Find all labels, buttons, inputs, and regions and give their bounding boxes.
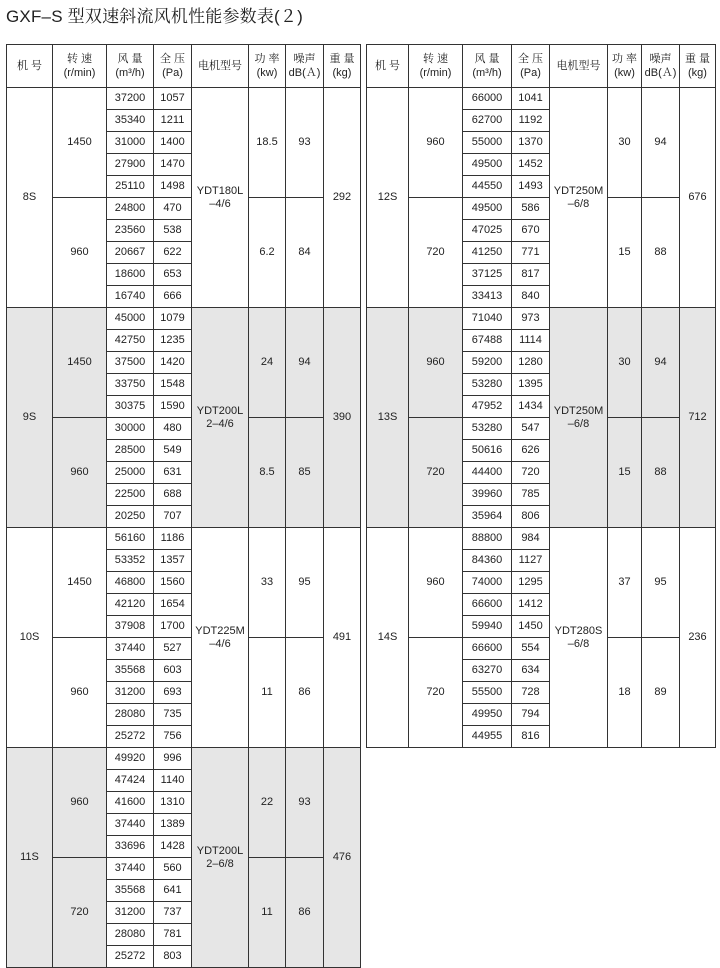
airflow-cell: 53280 [463, 418, 512, 440]
column-header: 转 速 (r/min) [53, 45, 107, 88]
pressure-cell: 1127 [512, 550, 550, 572]
speed-cell: 960 [409, 528, 463, 638]
airflow-cell: 37200 [107, 88, 154, 110]
noise-cell: 94 [642, 88, 680, 198]
power-cell: 30 [608, 88, 642, 198]
airflow-cell: 88800 [463, 528, 512, 550]
power-cell: 11 [249, 638, 286, 748]
right-table-wrap [366, 44, 716, 748]
pressure-cell: 641 [154, 880, 192, 902]
noise-cell: 88 [642, 418, 680, 528]
table-row [367, 638, 716, 660]
table-row [7, 528, 361, 550]
power-cell: 15 [608, 418, 642, 528]
airflow-cell: 49500 [463, 198, 512, 220]
pressure-cell: 688 [154, 484, 192, 506]
pressure-cell: 973 [512, 308, 550, 330]
noise-cell: 93 [286, 748, 324, 858]
pressure-cell: 1295 [512, 572, 550, 594]
airflow-cell: 47952 [463, 396, 512, 418]
pressure-cell: 785 [512, 484, 550, 506]
pressure-cell: 1493 [512, 176, 550, 198]
weight-cell: 476 [324, 748, 361, 968]
table-row [7, 198, 361, 220]
airflow-cell: 35340 [107, 110, 154, 132]
speed-cell: 960 [53, 748, 107, 858]
airflow-cell: 28080 [107, 924, 154, 946]
pressure-cell: 626 [512, 440, 550, 462]
model-cell: 12S [367, 88, 409, 308]
airflow-cell: 37500 [107, 352, 154, 374]
column-header: 转 速 (r/min) [409, 45, 463, 88]
motor-cell: YDT200L 2–6/8 [192, 748, 249, 968]
airflow-cell: 25000 [107, 462, 154, 484]
pressure-cell: 1395 [512, 374, 550, 396]
pressure-cell: 794 [512, 704, 550, 726]
pressure-cell: 1428 [154, 836, 192, 858]
pressure-cell: 538 [154, 220, 192, 242]
noise-cell: 88 [642, 198, 680, 308]
airflow-cell: 35568 [107, 660, 154, 682]
pressure-cell: 1079 [154, 308, 192, 330]
column-header: 噪声 dB(Ａ) [642, 45, 680, 88]
motor-cell: YDT250M –6/8 [550, 88, 608, 308]
pressure-cell: 996 [154, 748, 192, 770]
pressure-cell: 470 [154, 198, 192, 220]
power-cell: 18 [608, 638, 642, 748]
performance-table-left [6, 44, 361, 968]
airflow-cell: 66600 [463, 638, 512, 660]
pressure-cell: 560 [154, 858, 192, 880]
left-table-wrap [6, 44, 361, 968]
airflow-cell: 35568 [107, 880, 154, 902]
pressure-cell: 1370 [512, 132, 550, 154]
pressure-cell: 1041 [512, 88, 550, 110]
pressure-cell: 817 [512, 264, 550, 286]
airflow-cell: 45000 [107, 308, 154, 330]
speed-cell: 960 [409, 88, 463, 198]
speed-cell: 1450 [53, 528, 107, 638]
airflow-cell: 28080 [107, 704, 154, 726]
airflow-cell: 49920 [107, 748, 154, 770]
airflow-cell: 49950 [463, 704, 512, 726]
motor-cell: YDT225M –4/6 [192, 528, 249, 748]
table-row [7, 308, 361, 330]
airflow-cell: 42120 [107, 594, 154, 616]
airflow-cell: 59200 [463, 352, 512, 374]
column-header: 噪声 dB(Ａ) [286, 45, 324, 88]
pressure-cell: 480 [154, 418, 192, 440]
pressure-cell: 549 [154, 440, 192, 462]
noise-cell: 93 [286, 88, 324, 198]
airflow-cell: 55500 [463, 682, 512, 704]
speed-cell: 960 [53, 418, 107, 528]
pressure-cell: 1590 [154, 396, 192, 418]
pressure-cell: 1211 [154, 110, 192, 132]
pressure-cell: 728 [512, 682, 550, 704]
airflow-cell: 53352 [107, 550, 154, 572]
airflow-cell: 50616 [463, 440, 512, 462]
airflow-cell: 41600 [107, 792, 154, 814]
airflow-cell: 30375 [107, 396, 154, 418]
speed-cell: 720 [409, 418, 463, 528]
airflow-cell: 18600 [107, 264, 154, 286]
power-cell: 22 [249, 748, 286, 858]
pressure-cell: 735 [154, 704, 192, 726]
power-cell: 33 [249, 528, 286, 638]
pressure-cell: 547 [512, 418, 550, 440]
pressure-cell: 1280 [512, 352, 550, 374]
pressure-cell: 1310 [154, 792, 192, 814]
table-row [367, 88, 716, 110]
noise-cell: 86 [286, 638, 324, 748]
airflow-cell: 39960 [463, 484, 512, 506]
pressure-cell: 666 [154, 286, 192, 308]
airflow-cell: 33413 [463, 286, 512, 308]
column-header: 重 量 (kg) [324, 45, 361, 88]
airflow-cell: 33750 [107, 374, 154, 396]
pressure-cell: 1389 [154, 814, 192, 836]
pressure-cell: 771 [512, 242, 550, 264]
pressure-cell: 603 [154, 660, 192, 682]
column-header: 重 量 (kg) [680, 45, 716, 88]
page-title: GXF–S 型双速斜流风机性能参数表(２) [6, 7, 303, 26]
pressure-cell: 1420 [154, 352, 192, 374]
pressure-cell: 756 [154, 726, 192, 748]
airflow-cell: 20250 [107, 506, 154, 528]
pressure-cell: 1654 [154, 594, 192, 616]
airflow-cell: 66600 [463, 594, 512, 616]
pressure-cell: 1700 [154, 616, 192, 638]
airflow-cell: 27900 [107, 154, 154, 176]
airflow-cell: 37125 [463, 264, 512, 286]
speed-cell: 720 [409, 638, 463, 748]
pressure-cell: 720 [512, 462, 550, 484]
pressure-cell: 707 [154, 506, 192, 528]
speed-cell: 1450 [53, 308, 107, 418]
noise-cell: 95 [286, 528, 324, 638]
airflow-cell: 25110 [107, 176, 154, 198]
airflow-cell: 31200 [107, 682, 154, 704]
pressure-cell: 1434 [512, 396, 550, 418]
table-row [367, 528, 716, 550]
airflow-cell: 31200 [107, 902, 154, 924]
pressure-cell: 1498 [154, 176, 192, 198]
noise-cell: 94 [286, 308, 324, 418]
table-row [367, 418, 716, 440]
header-row [7, 45, 361, 88]
airflow-cell: 56160 [107, 528, 154, 550]
table-row [7, 418, 361, 440]
airflow-cell: 23560 [107, 220, 154, 242]
pressure-cell: 1140 [154, 770, 192, 792]
airflow-cell: 35964 [463, 506, 512, 528]
speed-cell: 960 [409, 308, 463, 418]
power-cell: 18.5 [249, 88, 286, 198]
column-header: 风 量 (m³/h) [463, 45, 512, 88]
pressure-cell: 984 [512, 528, 550, 550]
column-header: 电机型号 [192, 45, 249, 88]
pressure-cell: 693 [154, 682, 192, 704]
airflow-cell: 66000 [463, 88, 512, 110]
airflow-cell: 22500 [107, 484, 154, 506]
column-header: 电机型号 [550, 45, 608, 88]
airflow-cell: 46800 [107, 572, 154, 594]
power-cell: 11 [249, 858, 286, 968]
airflow-cell: 16740 [107, 286, 154, 308]
table-row [367, 308, 716, 330]
pressure-cell: 1400 [154, 132, 192, 154]
table-row [7, 748, 361, 770]
airflow-cell: 44400 [463, 462, 512, 484]
airflow-cell: 30000 [107, 418, 154, 440]
weight-cell: 292 [324, 88, 361, 308]
airflow-cell: 47424 [107, 770, 154, 792]
noise-cell: 89 [642, 638, 680, 748]
model-cell: 13S [367, 308, 409, 528]
column-header: 全 压 (Pa) [154, 45, 192, 88]
pressure-cell: 1357 [154, 550, 192, 572]
airflow-cell: 55000 [463, 132, 512, 154]
noise-cell: 94 [642, 308, 680, 418]
pressure-cell: 586 [512, 198, 550, 220]
motor-cell: YDT180L –4/6 [192, 88, 249, 308]
weight-cell: 236 [680, 528, 716, 748]
airflow-cell: 24800 [107, 198, 154, 220]
airflow-cell: 25272 [107, 946, 154, 968]
noise-cell: 84 [286, 198, 324, 308]
pressure-cell: 1057 [154, 88, 192, 110]
pressure-cell: 816 [512, 726, 550, 748]
speed-cell: 720 [53, 858, 107, 968]
model-cell: 14S [367, 528, 409, 748]
power-cell: 30 [608, 308, 642, 418]
model-cell: 11S [7, 748, 53, 968]
airflow-cell: 67488 [463, 330, 512, 352]
noise-cell: 95 [642, 528, 680, 638]
pressure-cell: 1548 [154, 374, 192, 396]
pressure-cell: 670 [512, 220, 550, 242]
motor-cell: YDT250M –6/8 [550, 308, 608, 528]
pressure-cell: 803 [154, 946, 192, 968]
column-header: 风 量 (m³/h) [107, 45, 154, 88]
power-cell: 8.5 [249, 418, 286, 528]
noise-cell: 86 [286, 858, 324, 968]
pressure-cell: 1412 [512, 594, 550, 616]
airflow-cell: 33696 [107, 836, 154, 858]
pressure-cell: 1235 [154, 330, 192, 352]
performance-table-right [366, 44, 716, 748]
weight-cell: 676 [680, 88, 716, 308]
speed-cell: 720 [409, 198, 463, 308]
power-cell: 37 [608, 528, 642, 638]
pressure-cell: 631 [154, 462, 192, 484]
airflow-cell: 53280 [463, 374, 512, 396]
pressure-cell: 1186 [154, 528, 192, 550]
weight-cell: 390 [324, 308, 361, 528]
airflow-cell: 44550 [463, 176, 512, 198]
pressure-cell: 1560 [154, 572, 192, 594]
airflow-cell: 37440 [107, 858, 154, 880]
airflow-cell: 59940 [463, 616, 512, 638]
airflow-cell: 41250 [463, 242, 512, 264]
airflow-cell: 28500 [107, 440, 154, 462]
noise-cell: 85 [286, 418, 324, 528]
airflow-cell: 44955 [463, 726, 512, 748]
pressure-cell: 1450 [512, 616, 550, 638]
table-row [7, 88, 361, 110]
airflow-cell: 74000 [463, 572, 512, 594]
airflow-cell: 25272 [107, 726, 154, 748]
speed-cell: 960 [53, 638, 107, 748]
column-header: 功 率 (kw) [249, 45, 286, 88]
airflow-cell: 20667 [107, 242, 154, 264]
motor-cell: YDT280S –6/8 [550, 528, 608, 748]
model-cell: 10S [7, 528, 53, 748]
pressure-cell: 840 [512, 286, 550, 308]
model-cell: 9S [7, 308, 53, 528]
power-cell: 6.2 [249, 198, 286, 308]
motor-cell: YDT200L 2–4/6 [192, 308, 249, 528]
pressure-cell: 527 [154, 638, 192, 660]
airflow-cell: 37440 [107, 814, 154, 836]
airflow-cell: 31000 [107, 132, 154, 154]
pressure-cell: 1470 [154, 154, 192, 176]
header-row [367, 45, 716, 88]
pressure-cell: 781 [154, 924, 192, 946]
airflow-cell: 63270 [463, 660, 512, 682]
pressure-cell: 622 [154, 242, 192, 264]
airflow-cell: 49500 [463, 154, 512, 176]
pressure-cell: 1452 [512, 154, 550, 176]
pressure-cell: 634 [512, 660, 550, 682]
pressure-cell: 653 [154, 264, 192, 286]
weight-cell: 491 [324, 528, 361, 748]
airflow-cell: 42750 [107, 330, 154, 352]
table-row [367, 198, 716, 220]
table-row [7, 858, 361, 880]
airflow-cell: 37908 [107, 616, 154, 638]
airflow-cell: 84360 [463, 550, 512, 572]
airflow-cell: 62700 [463, 110, 512, 132]
power-cell: 15 [608, 198, 642, 308]
pressure-cell: 1192 [512, 110, 550, 132]
airflow-cell: 37440 [107, 638, 154, 660]
speed-cell: 960 [53, 198, 107, 308]
column-header: 机 号 [367, 45, 409, 88]
pressure-cell: 806 [512, 506, 550, 528]
model-cell: 8S [7, 88, 53, 308]
airflow-cell: 47025 [463, 220, 512, 242]
pressure-cell: 1114 [512, 330, 550, 352]
column-header: 功 率 (kw) [608, 45, 642, 88]
pressure-cell: 554 [512, 638, 550, 660]
weight-cell: 712 [680, 308, 716, 528]
column-header: 全 压 (Pa) [512, 45, 550, 88]
speed-cell: 1450 [53, 88, 107, 198]
airflow-cell: 71040 [463, 308, 512, 330]
table-row [7, 638, 361, 660]
pressure-cell: 737 [154, 902, 192, 924]
column-header: 机 号 [7, 45, 53, 88]
power-cell: 24 [249, 308, 286, 418]
